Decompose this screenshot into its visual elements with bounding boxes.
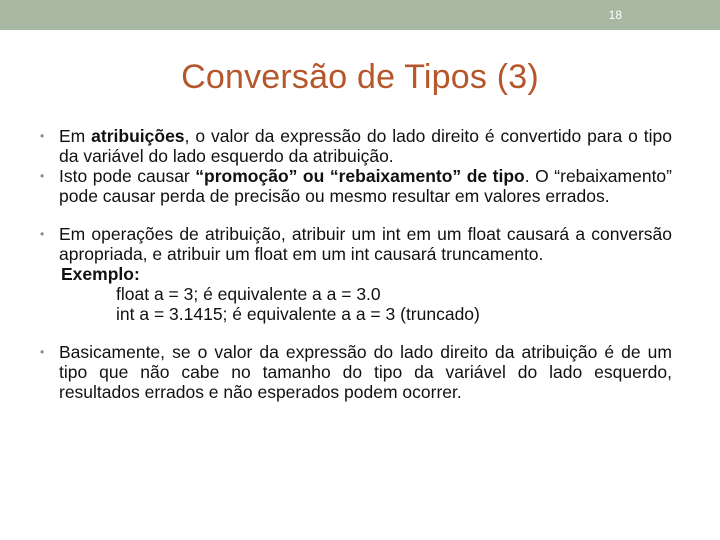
- bullet-item: [40, 342, 672, 402]
- bullet-icon: •: [40, 345, 45, 359]
- example-label: Exemplo:: [61, 264, 140, 284]
- bullet-text-pre: Isto pode causar: [59, 166, 196, 186]
- bullet-icon: •: [40, 227, 45, 241]
- bullet-text-bold: atribuições: [91, 126, 185, 146]
- bullet-text-post: , o valor da expressão do lado direito é convertido para o tipo da variável do lado esquerdo da atribuição.: [59, 126, 672, 166]
- bullet-text: Em operações de atribuição, atribuir um int em um float causará a conversão apropriada, e atribuir um float em um int causará truncamento.: [59, 224, 672, 264]
- top-bar: [0, 0, 720, 30]
- bullet-text-post: . O “rebaixamento” pode causar perda de precisão ou mesmo resultar em valores errados.: [59, 166, 672, 206]
- example-line: int a = 3.1415; é equivalente a a = 3 (truncado): [116, 304, 480, 324]
- bullet-text: Basicamente, se o valor da expressão do lado direito da atribuição é de um tipo que não cabe no tamanho do tipo da variável do lado esquerdo, resultados errados e não esperados podem ocorrer.: [59, 342, 672, 402]
- bullet-item: [40, 166, 672, 206]
- bullet-item: [40, 224, 672, 264]
- slide-content: [40, 126, 672, 402]
- example-block: [40, 264, 672, 324]
- bullet-text-pre: Em: [59, 126, 92, 146]
- bullet-icon: •: [40, 169, 45, 183]
- page-number: 18: [608, 8, 622, 22]
- bullet-icon: •: [40, 129, 45, 143]
- slide-title: Conversão de Tipos (3): [181, 58, 539, 96]
- bullet-text-bold: “promoção” ou “rebaixamento” de tipo: [195, 166, 525, 186]
- bullet-item: [40, 126, 672, 166]
- example-line: float a = 3; é equivalente a a = 3.0: [116, 284, 381, 304]
